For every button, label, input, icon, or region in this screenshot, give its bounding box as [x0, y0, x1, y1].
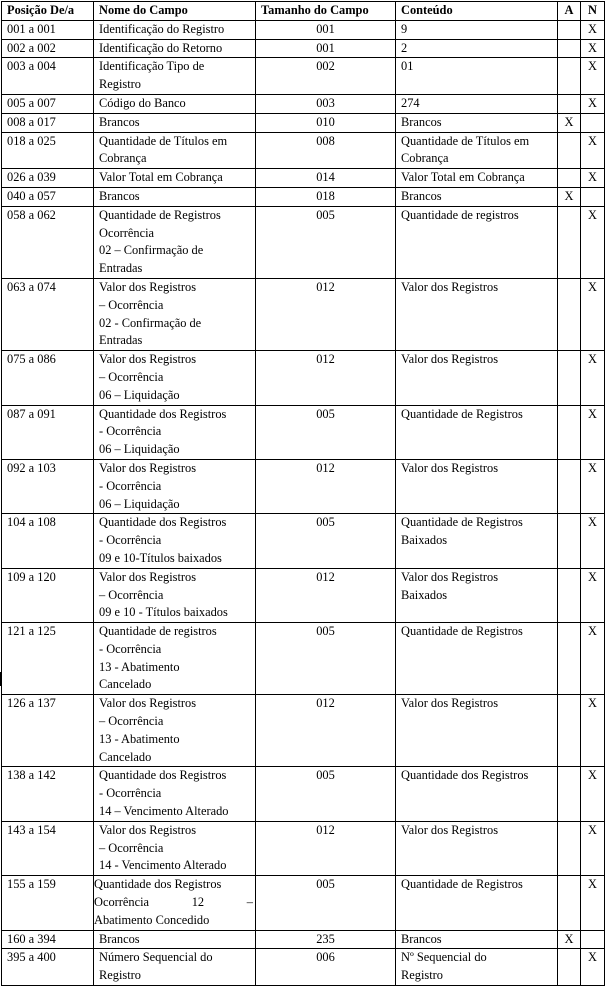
cell-a	[558, 514, 581, 568]
cell-nome-do-campo	[94, 695, 256, 767]
table-row	[2, 39, 605, 58]
cell-a	[558, 821, 581, 875]
table-row	[2, 930, 605, 949]
cell-a	[558, 949, 581, 986]
cell-tamanho: 005	[256, 876, 396, 930]
cell-line: Nº Sequencial do	[401, 950, 487, 965]
cell-conteudo	[396, 514, 558, 568]
cell-line: 01	[401, 59, 414, 74]
table-row	[2, 20, 605, 39]
table-row	[2, 351, 605, 405]
cell-tamanho: 012	[256, 695, 396, 767]
cell-conteudo	[396, 930, 558, 949]
cell-n: X	[581, 20, 605, 39]
cell-posicao: 155 a 159	[2, 876, 94, 930]
cell-tamanho: 018	[256, 187, 396, 206]
cell-line: Entradas	[99, 261, 143, 276]
cell-line: – Ocorrência	[99, 714, 164, 729]
cell-line: Brancos	[401, 114, 442, 129]
cell-n: X	[581, 58, 605, 95]
cell-line: - Ocorrência	[99, 478, 162, 493]
cell-line: Cobrança	[401, 151, 449, 166]
cell-tamanho: 005	[256, 206, 396, 278]
cell-n: X	[581, 695, 605, 767]
cell-a: X	[558, 187, 581, 206]
cell-line: – Ocorrência	[99, 369, 164, 384]
cell-conteudo	[396, 94, 558, 113]
cell-nome-do-campo	[94, 405, 256, 459]
cell-n: X	[581, 459, 605, 513]
cell-conteudo	[396, 278, 558, 350]
cell-tamanho: 001	[256, 20, 396, 39]
cell-tamanho: 005	[256, 514, 396, 568]
header-conteudo: Conteúdo	[396, 2, 558, 21]
cell-posicao: 026 a 039	[2, 169, 94, 188]
cell-line: Valor Total em Cobrança	[401, 170, 525, 185]
cell-line: Brancos	[99, 114, 140, 129]
table-row	[2, 94, 605, 113]
cell-line: Registro	[99, 968, 141, 983]
cell-a	[558, 568, 581, 622]
cell-n: X	[581, 949, 605, 986]
table-row	[2, 695, 605, 767]
table-row	[2, 169, 605, 188]
cell-n: X	[581, 405, 605, 459]
cell-a	[558, 459, 581, 513]
cell-posicao: 109 a 120	[2, 568, 94, 622]
cell-line: - Ocorrência	[99, 424, 162, 439]
cell-nome-do-campo	[94, 187, 256, 206]
cell-line: Quantidade de Títulos em	[99, 133, 228, 148]
cell-posicao: 002 a 002	[2, 39, 94, 58]
cell-line: Valor dos Registros	[99, 696, 197, 711]
cell-nome-do-campo	[94, 206, 256, 278]
cell-line: 06 – Liquidação	[99, 496, 180, 511]
cell-tamanho: 005	[256, 767, 396, 821]
cell-tamanho: 006	[256, 949, 396, 986]
cell-nome-do-campo	[94, 459, 256, 513]
cell-nome-do-campo	[94, 821, 256, 875]
cell-n: X	[581, 876, 605, 930]
cell-a	[558, 876, 581, 930]
cell-line: 09 e 10-Títulos baixados	[99, 550, 222, 565]
cell-line: Quantidade dos Registros	[99, 768, 227, 783]
cell-conteudo	[396, 821, 558, 875]
cell-line: Quantidade dos Registros	[401, 768, 529, 783]
cell-conteudo	[396, 351, 558, 405]
table-row	[2, 568, 605, 622]
cell-n: X	[581, 206, 605, 278]
cell-posicao: 008 a 017	[2, 113, 94, 132]
cell-line: 13 - Abatimento	[99, 659, 180, 674]
cell-nome-do-campo	[94, 930, 256, 949]
cell-line: Valor dos Registros	[99, 822, 197, 837]
header-posicao: Posição De/a	[2, 2, 94, 21]
cell-conteudo	[396, 405, 558, 459]
cell-a	[558, 20, 581, 39]
cell-posicao: 005 a 007	[2, 94, 94, 113]
cell-tamanho: 010	[256, 113, 396, 132]
cell-line: Valor dos Registros	[401, 696, 499, 711]
cell-a	[558, 351, 581, 405]
cell-n	[581, 187, 605, 206]
cell-line: Quantidade de Registros	[401, 515, 523, 530]
cell-line: – Ocorrência	[99, 587, 164, 602]
cell-line: Quantidade de registros	[99, 624, 217, 639]
cell-conteudo	[396, 169, 558, 188]
cell-conteudo	[396, 459, 558, 513]
cell-line: Quantidade de Registros	[401, 877, 523, 892]
cell-conteudo	[396, 206, 558, 278]
cell-nome-do-campo	[94, 278, 256, 350]
cell-tamanho: 012	[256, 351, 396, 405]
cell-tamanho: 002	[256, 58, 396, 95]
cell-line: - Ocorrência	[99, 641, 162, 656]
cell-nome-do-campo	[94, 132, 256, 169]
cell-line: – Ocorrência	[99, 840, 164, 855]
cell-line: 02 - Confirmação de	[99, 315, 202, 330]
cell-n: X	[581, 132, 605, 169]
cell-a	[558, 169, 581, 188]
cell-line: Valor dos Registros	[99, 352, 197, 367]
cell-a	[558, 132, 581, 169]
cell-tamanho: 012	[256, 821, 396, 875]
cell-tamanho: 235	[256, 930, 396, 949]
cell-line: Identificação do Registro	[99, 21, 225, 36]
cell-nome-do-campo	[94, 113, 256, 132]
cell-nome-do-campo	[94, 623, 256, 695]
cell-line: Quantidade de Títulos em	[401, 133, 530, 148]
cell-line: 9	[401, 21, 408, 36]
table-row	[2, 132, 605, 169]
cell-nome-do-campo	[94, 876, 256, 930]
cell-line: Quantidade de Registros	[401, 406, 523, 421]
cell-line: Brancos	[401, 188, 442, 203]
table-row	[2, 405, 605, 459]
cell-line: 274	[401, 95, 420, 110]
cell-a	[558, 278, 581, 350]
cell-line: 14 – Vencimento Alterado	[99, 804, 229, 819]
cell-conteudo	[396, 568, 558, 622]
cell-a	[558, 767, 581, 821]
cell-line: - Ocorrência	[99, 533, 162, 548]
cell-conteudo	[396, 113, 558, 132]
cell-line: Valor dos Registros	[401, 569, 499, 584]
cell-tamanho: 012	[256, 459, 396, 513]
cell-posicao: 058 a 062	[2, 206, 94, 278]
table-row	[2, 187, 605, 206]
cell-nome-do-campo	[94, 568, 256, 622]
cell-n: X	[581, 623, 605, 695]
header-n: N	[581, 2, 605, 21]
cell-n	[581, 113, 605, 132]
cell-line: Cobrança	[99, 151, 147, 166]
cell-posicao: 143 a 154	[2, 821, 94, 875]
cell-word: –	[246, 895, 253, 910]
cell-n: X	[581, 169, 605, 188]
cell-line: Valor Total em Cobrança	[99, 170, 223, 185]
cell-n: X	[581, 94, 605, 113]
cell-line: Número Sequencial do	[99, 950, 213, 965]
cell-a: X	[558, 930, 581, 949]
cell-nome-do-campo	[94, 169, 256, 188]
cell-n: X	[581, 39, 605, 58]
table-row	[2, 113, 605, 132]
cell-line: Valor dos Registros	[401, 460, 499, 475]
cell-line: Entradas	[99, 333, 143, 348]
cell-line: Valor dos Registros	[99, 460, 197, 475]
cell-posicao: 003 a 004	[2, 58, 94, 95]
cell-tamanho: 003	[256, 94, 396, 113]
cell-line: Registro	[99, 77, 141, 92]
cell-word: 12	[191, 895, 205, 910]
cell-line: Registro	[401, 968, 443, 983]
cell-a	[558, 94, 581, 113]
cell-line: Cancelado	[99, 677, 152, 692]
margin-mark	[0, 672, 1, 686]
cell-line: Abatimento Concedido	[94, 912, 210, 927]
cell-tamanho: 001	[256, 39, 396, 58]
cell-n: X	[581, 514, 605, 568]
cell-line: – Ocorrência	[99, 297, 164, 312]
table-row	[2, 767, 605, 821]
cell-tamanho: 005	[256, 623, 396, 695]
cell-conteudo	[396, 876, 558, 930]
cell-line: Quantidade dos Registros	[99, 406, 227, 421]
cell-line: Quantidade de registros	[401, 207, 519, 222]
cell-posicao: 104 a 108	[2, 514, 94, 568]
cell-tamanho: 005	[256, 405, 396, 459]
cell-line: Quantidade dos Registros	[94, 877, 222, 892]
cell-line: 06 – Liquidação	[99, 387, 180, 402]
cell-tamanho: 008	[256, 132, 396, 169]
table-row	[2, 514, 605, 568]
cell-conteudo	[396, 132, 558, 169]
cell-n: X	[581, 278, 605, 350]
table-row	[2, 949, 605, 986]
cell-a: X	[558, 113, 581, 132]
table-body	[2, 20, 605, 985]
cell-tamanho: 014	[256, 169, 396, 188]
cell-line: Quantidade dos Registros	[99, 515, 227, 530]
header-a: A	[558, 2, 581, 21]
cell-posicao: 001 a 001	[2, 20, 94, 39]
cell-line: Valor dos Registros	[99, 279, 197, 294]
cell-a	[558, 405, 581, 459]
cell-line: Ocorrência	[99, 225, 155, 240]
cell-posicao: 160 a 394	[2, 930, 94, 949]
cell-line: Baixados	[401, 533, 448, 548]
cell-line: Brancos	[401, 931, 442, 946]
cell-line: Brancos	[99, 931, 140, 946]
cell-nome-do-campo	[94, 20, 256, 39]
cell-tamanho: 012	[256, 568, 396, 622]
cell-a	[558, 206, 581, 278]
cell-line: Brancos	[99, 188, 140, 203]
cell-posicao: 087 a 091	[2, 405, 94, 459]
cell-posicao: 121 a 125	[2, 623, 94, 695]
cell-line: 06 – Liquidação	[99, 442, 180, 457]
cell-line: Quantidade de Registros	[401, 624, 523, 639]
cell-line: Identificação do Retorno	[99, 40, 223, 55]
table-header-row	[2, 2, 605, 21]
cell-line: - Ocorrência	[99, 786, 162, 801]
cell-line: 14 - Vencimento Alterado	[99, 858, 227, 873]
cell-posicao: 063 a 074	[2, 278, 94, 350]
cell-nome-do-campo	[94, 514, 256, 568]
cell-a	[558, 623, 581, 695]
cell-nome-do-campo	[94, 767, 256, 821]
cell-tamanho: 012	[256, 278, 396, 350]
cell-a	[558, 695, 581, 767]
cell-conteudo	[396, 695, 558, 767]
cell-line: Quantidade de Registros	[99, 207, 221, 222]
layout-table	[1, 1, 605, 986]
cell-n: X	[581, 568, 605, 622]
table-row	[2, 821, 605, 875]
cell-posicao: 040 a 057	[2, 187, 94, 206]
cell-n	[581, 930, 605, 949]
cell-conteudo	[396, 767, 558, 821]
cell-n: X	[581, 821, 605, 875]
cell-conteudo	[396, 58, 558, 95]
cell-conteudo	[396, 623, 558, 695]
cell-nome-do-campo	[94, 351, 256, 405]
cell-posicao: 092 a 103	[2, 459, 94, 513]
cell-nome-do-campo	[94, 39, 256, 58]
cell-n: X	[581, 351, 605, 405]
cell-conteudo	[396, 20, 558, 39]
cell-line: Valor dos Registros	[401, 822, 499, 837]
header-nome-do-campo: Nome do Campo	[94, 2, 256, 21]
cell-line: Identificação Tipo de	[99, 59, 205, 74]
cell-line	[94, 894, 253, 912]
cell-conteudo	[396, 187, 558, 206]
table-row	[2, 278, 605, 350]
cell-word: Ocorrência	[94, 895, 150, 910]
cell-line: Baixados	[401, 587, 448, 602]
cell-nome-do-campo	[94, 58, 256, 95]
cell-posicao: 018 a 025	[2, 132, 94, 169]
cell-posicao: 138 a 142	[2, 767, 94, 821]
cell-line: 02 – Confirmação de	[99, 243, 204, 258]
cell-a	[558, 58, 581, 95]
cell-nome-do-campo	[94, 94, 256, 113]
cell-line: Valor dos Registros	[99, 569, 197, 584]
cell-line: Código do Banco	[99, 95, 186, 110]
table-row	[2, 459, 605, 513]
cell-line: Valor dos Registros	[401, 279, 499, 294]
cell-line: Valor dos Registros	[401, 352, 499, 367]
cell-a	[558, 39, 581, 58]
cell-posicao: 075 a 086	[2, 351, 94, 405]
cell-posicao: 395 a 400	[2, 949, 94, 986]
cell-line: 09 e 10 - Títulos baixados	[99, 605, 228, 620]
cell-n: X	[581, 767, 605, 821]
table-row	[2, 623, 605, 695]
cell-conteudo	[396, 949, 558, 986]
table-row	[2, 876, 605, 930]
table-row	[2, 58, 605, 95]
cell-conteudo	[396, 39, 558, 58]
table-row	[2, 206, 605, 278]
cell-line: Cancelado	[99, 749, 152, 764]
cell-nome-do-campo	[94, 949, 256, 986]
cell-line: 2	[401, 40, 408, 55]
header-tamanho-do-campo: Tamanho do Campo	[256, 2, 396, 21]
cell-line: 13 - Abatimento	[99, 731, 180, 746]
cell-posicao: 126 a 137	[2, 695, 94, 767]
